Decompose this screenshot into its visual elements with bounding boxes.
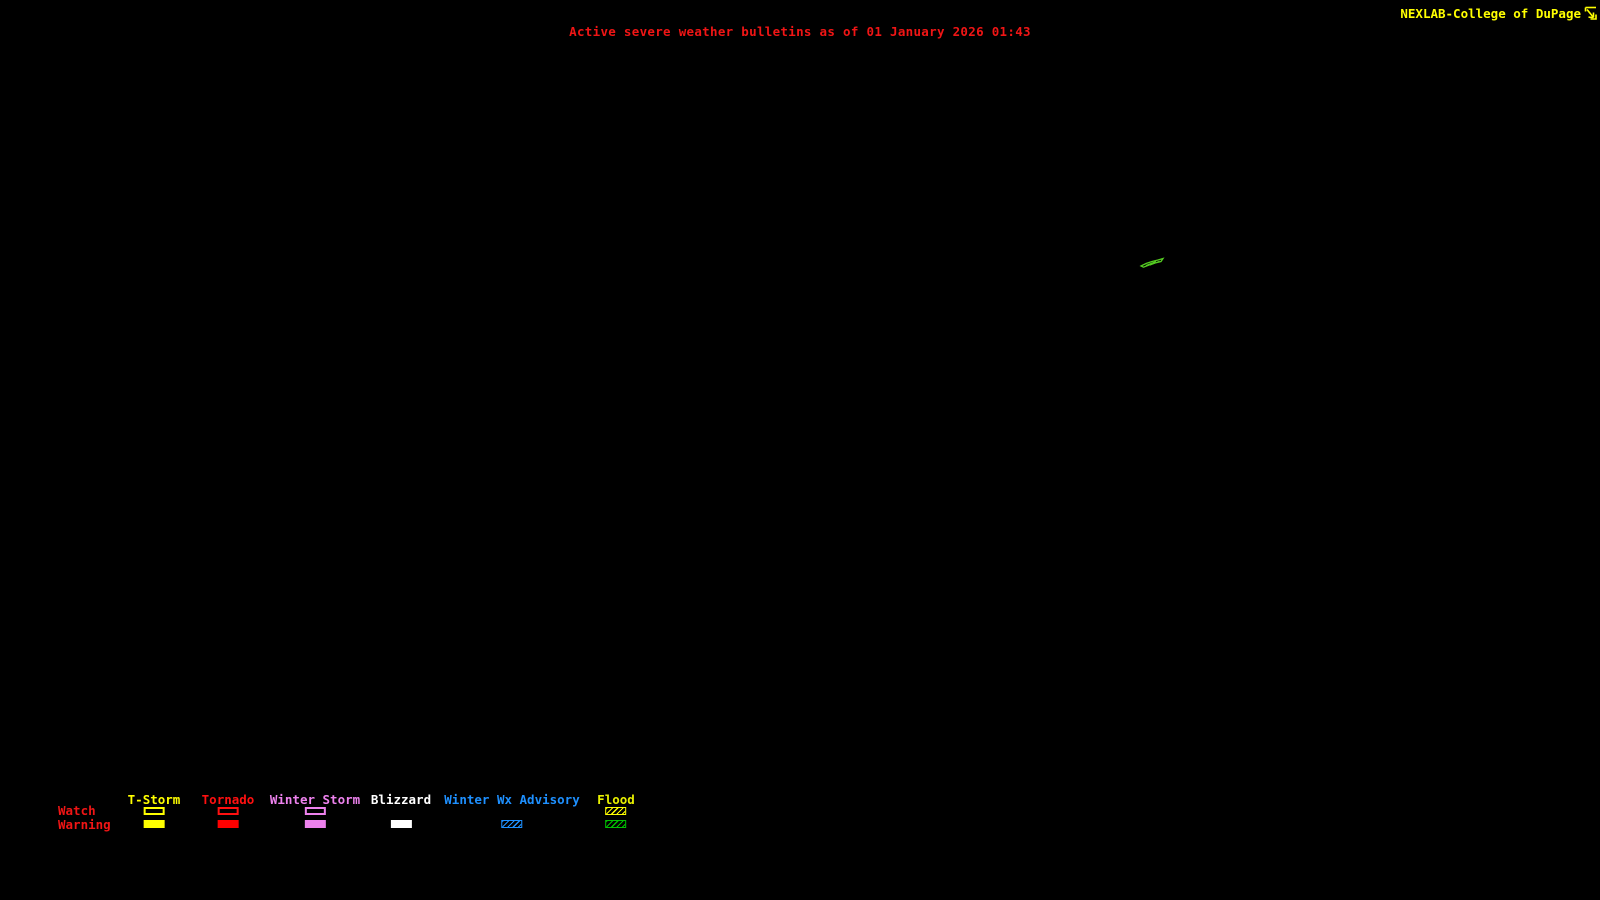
legend-column-winter-wx-advisory: [444, 793, 579, 828]
warning-swatch-tornado: [218, 820, 239, 828]
page-title: Active severe weather bulletins as of 01 January 2026 01:43: [569, 24, 1031, 39]
warning-swatch-blizzard: [391, 820, 412, 828]
watch-swatch-flood: [605, 807, 626, 815]
legend-column-winter-storm: [270, 793, 360, 828]
legend-row-label-watch: Watch: [58, 803, 96, 818]
warning-swatch-flood: [605, 820, 626, 828]
legend-label-t-storm: T-Storm: [127, 792, 181, 807]
legend-column-flood: [597, 793, 635, 828]
legend-label-tornado: Tornado: [201, 792, 255, 807]
legend-column-tornado: [202, 793, 255, 828]
watch-swatch-winter-storm: [305, 807, 326, 815]
legend-label-winter-wx-advisory: Winter Wx Advisory: [444, 792, 580, 807]
legend-label-blizzard: Blizzard: [370, 792, 432, 807]
legend-label-flood: Flood: [597, 792, 635, 807]
warning-swatch-winter-wx-advisory: [502, 820, 523, 828]
diagonal-arrow-box-logo-icon: [1584, 5, 1597, 21]
watch-swatch-t-storm: [144, 807, 165, 815]
warning-swatch-t-storm: [144, 820, 165, 828]
watch-swatch-tornado: [218, 807, 239, 815]
warning-swatch-winter-storm: [305, 820, 326, 828]
brand-text: NEXLAB-College of DuPage: [1400, 5, 1581, 21]
brand: [1400, 5, 1597, 21]
legend-label-winter-storm: Winter Storm: [269, 792, 361, 807]
legend-column-t-storm: [128, 793, 181, 828]
legend-column-blizzard: [371, 793, 431, 828]
legend-row-label-warning: Warning: [58, 817, 111, 832]
